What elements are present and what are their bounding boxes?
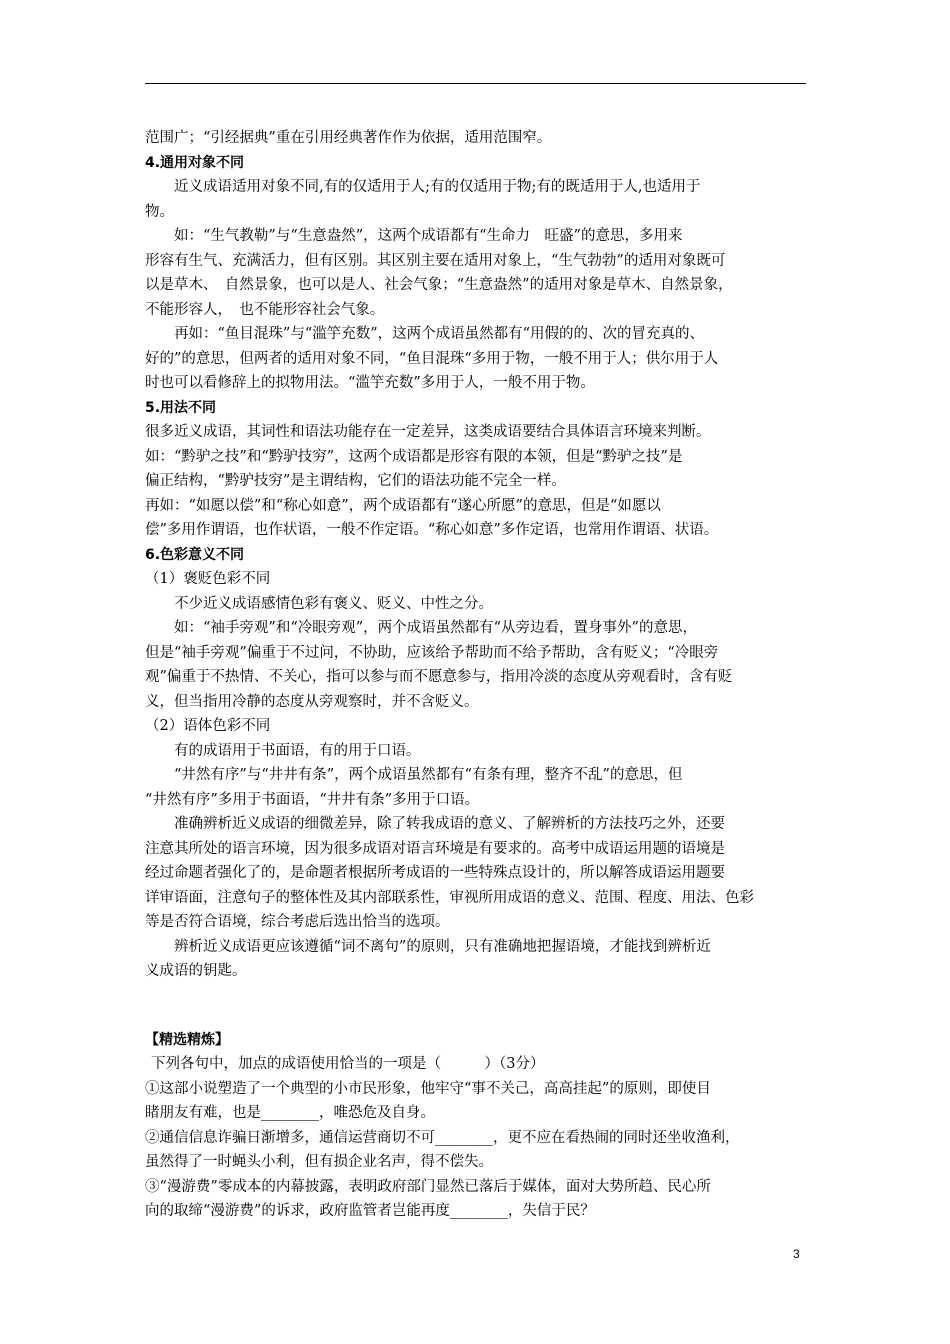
text-line: 范围广；“引经据典”重在引用经典著作作为依据，适用范围窄。 — [145, 130, 552, 146]
question-item: 向的取缔“漫游费”的诉求，政府监管者岂能再度________，失信于民？ — [145, 1203, 595, 1219]
text-line: 准确辨析近义成语的细微差异，除了转我成语的意义、了解辨析的方法技巧之外，还要 — [174, 816, 725, 832]
question-item: 虽然得了一时蝇头小利，但有损企业名声，得不偿失。 — [145, 1154, 493, 1170]
text-line: 如：“黔驴之技”和“黔驴技穷”，这两个成语都是形容有限的本领，但是“黔驴之技”是 — [145, 448, 683, 465]
text-line: 好的”的意思，但两者的适用对象不同，“鱼目混珠“多用于物，一般不用于人；供尔用于人 — [145, 350, 719, 367]
text-line: 辨析近义成语更应该遵循“词不离句”的原则，只有准确地把握语境，才能找到辨析近 — [174, 938, 711, 955]
text-line: 时也可以看修辞上的拟物用法。“滥竽充数”多用于人，一般不用于物。 — [145, 375, 595, 391]
text-line: “井然有序”多用于书面语，“井井有条”多用于口语。 — [145, 791, 480, 808]
text-line: 不能形容人， 也不能形容社会气象。 — [145, 301, 385, 318]
text-line: 再如：“如愿以偿”和“称心如意”，两个成语都有“遂心所愿”的意思，但是“如愿以 — [145, 497, 661, 514]
text-line: 近义成语适用对象不同,有的仅适用于人;有的仅适用于物;有的既适用于人,也适用于 — [174, 179, 701, 195]
question-item: 睹朋友有难，也是________，唯恐危及自身。 — [145, 1105, 435, 1121]
exercise-heading: 【精选精炼】 — [145, 1031, 229, 1048]
section-heading-4: 4.通用对象不同 — [145, 154, 245, 171]
subsection-heading: （2）语体色彩不同 — [145, 718, 271, 734]
text-line: 有的成语用于书面语，有的用于口语。 — [174, 742, 421, 759]
question-item: ②通信信息诈骗日渐增多，通信运营商切不可________，更不应在看热闹的同时还坐收渔利， — [145, 1129, 740, 1146]
text-line: 很多近义成语，其词性和语法功能存在一定差异，这类成语要结合具体语言环境来判断。 — [145, 424, 711, 440]
text-line: 义成语的钥匙。 — [145, 963, 247, 979]
text-line: 观”偏重于不热情、不关心，指可以参与而不愿意参与，指用冷淡的态度从旁观看时，含有贬 — [145, 669, 733, 685]
text-line: 经过命题者强化了的，是命题者根据所考成语的一些特殊点设计的，所以解答成语运用题要 — [145, 865, 725, 881]
section-heading-5: 5.用法不同 — [145, 399, 217, 416]
text-line: 如：“生气教勒”与“生意盎然”，这两个成语都有“生命力 旺盛”的意思，多用来 — [174, 228, 683, 244]
page-body — [145, 126, 806, 1224]
text-line: 不少近义成语感情色彩有褒义、贬义、中性之分。 — [174, 595, 493, 612]
text-line: 等是否符合语境，综合考虑后选出恰当的选项。 — [145, 914, 450, 930]
question-item: ①这部小说塑造了一个典型的小市民形象，他牢守“事不关己，高高挂起”的原则，即使目 — [145, 1080, 711, 1097]
text-line: 形容有生气、充满活力，但有区别。其区别主要在适用对象上，“生气勃勃”的适用对象既可 — [145, 252, 726, 269]
page-number: 3 — [793, 1247, 800, 1261]
section-heading-6: 6.色彩意义不同 — [145, 546, 245, 563]
text-line: 义，但当指用冷静的态度从旁观察时，并不含贬义。 — [145, 693, 479, 710]
text-line: 偿”多用作谓语，也作状语，一般不作定语。“称心如意”多作定语，也常用作谓语、状语。 — [145, 522, 719, 538]
subsection-heading: （1）褒贬色彩不同 — [145, 571, 271, 587]
question-item: ③“漫游费”零成本的内幕披露，表明政府部门显然已落后于媒体，面对大势所趋、民心所 — [145, 1178, 711, 1195]
header-rule — [145, 83, 806, 84]
text-line: 偏正结构，“黔驴技穷”是主谓结构，它们的语法功能不完全一样。 — [145, 473, 566, 489]
text-line: “井然有序”与“井井有条”，两个成语虽然都有“有条有理，整齐不乱”的意思，但 — [174, 767, 683, 783]
text-line: 注意其所处的语言环境，因为很多成语对语言环境是有要求的。高考中成语运用题的语境是 — [145, 840, 725, 857]
text-line: 但是“袖手旁观”偏重于不过问，不协助，应该给予帮助而不给予帮助，含有贬义；“冷眼旁 — [145, 644, 719, 661]
text-line: 物。 — [145, 203, 174, 220]
text-line: 详审语面，注意句子的整体性及其内部联系性，审视所用成语的意义、范围、程度、用法、色彩 — [145, 889, 754, 906]
text-line: 如：“袖手旁观”和“冷眼旁观”，两个成语虽然都有“从旁边看，置身事外”的意思， — [174, 620, 697, 636]
text-line: 以是草木、 自然景象，也可以是人、社会气象；“生意盎然”的适用对象是草木、自然景象， — [145, 277, 733, 293]
text-line: 再如：“鱼目混珠”与“滥竽充数”，这两个成语虽然都有“用假的的、次的冒充真的、 — [174, 326, 705, 342]
question-stem: 下列各句中，加点的成语使用恰当的一项是（ ）（3分） — [151, 1056, 545, 1072]
